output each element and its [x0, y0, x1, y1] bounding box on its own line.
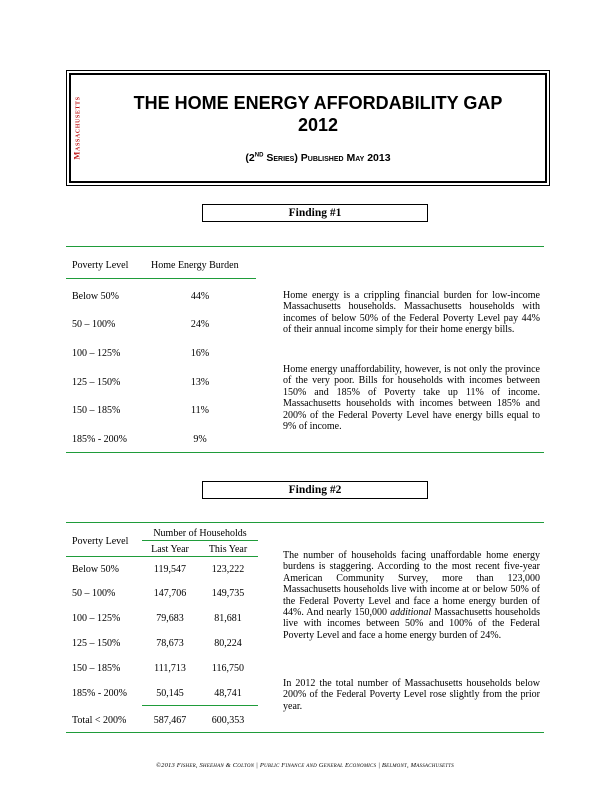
publication-subtitle: (2ND Series) Published May 2013 [245, 152, 391, 164]
page-footer: ©2013 Fisher, Sheehan & Colton | Public Finance and General Economics | Belmont, Massachusetts [156, 762, 454, 769]
finding2-col-last-year: Last Year [151, 544, 189, 555]
finding2-row-level: 125 – 150% [72, 638, 121, 649]
finding1-row-burden: 16% [190, 348, 210, 359]
finding1-row-burden: 44% [190, 291, 210, 302]
page-title: THE HOME ENERGY AFFORDABILITY GAP 2012 [133, 93, 503, 135]
finding1-top-rule [66, 246, 544, 247]
finding1-row-burden: 11% [191, 405, 209, 416]
finding1-row-level: 100 – 125% [72, 348, 121, 359]
finding2-row-this: 116,750 [211, 663, 245, 674]
finding1-row-level: 150 – 185% [72, 405, 121, 416]
finding1-row-level: Below 50% [72, 291, 119, 302]
finding2-header-rule [66, 556, 258, 557]
finding2-row-last: 119,547 [153, 564, 187, 575]
finding2-row-last: 111,713 [154, 663, 186, 674]
finding2-heading: Finding #2 [202, 481, 428, 499]
finding1-heading: Finding #1 [202, 204, 428, 222]
finding2-row-this: 149,735 [211, 588, 245, 599]
finding1-col-burden: Home Energy Burden [151, 260, 239, 271]
finding2-row-this: 81,681 [214, 613, 242, 624]
finding2-row-this: 80,224 [214, 638, 242, 649]
finding2-total-last: 587,467 [153, 715, 187, 726]
finding2-row-last: 78,673 [156, 638, 184, 649]
finding1-row-level: 185% - 200% [72, 434, 127, 445]
finding2-col-households: Number of Households [153, 528, 247, 539]
finding2-col-this-year: This Year [208, 544, 248, 555]
finding1-row-burden: 13% [190, 377, 210, 388]
finding2-row-this: 48,741 [214, 688, 242, 699]
state-side-label: Massachusetts [72, 96, 82, 160]
finding2-col-poverty: Poverty Level [72, 536, 129, 547]
finding2-row-this: 123,222 [211, 564, 245, 575]
finding1-header-rule [66, 278, 256, 279]
finding2-row-level: Below 50% [72, 564, 119, 575]
finding2-total-this: 600,353 [211, 715, 245, 726]
finding2-total-rule [142, 705, 258, 706]
finding2-row-last: 147,706 [153, 588, 187, 599]
finding2-top-rule [66, 522, 544, 523]
finding2-paragraph-1: The number of households facing unaffordable home energy burdens is staggering. According to the most recent five-year American Community Survey, more than 123,000 Massachusetts households live with income at or below 50% of the Federal Poverty Level and face a home energy burden of 44%. And nearly 150,000 additional Massachusetts households live with incomes between 50% and 100% of the Federal Poverty Level and face a home energy burden of 24%. [283, 550, 540, 641]
finding2-total-level: Total < 200% [72, 715, 127, 726]
finding2-row-level: 100 – 125% [72, 613, 121, 624]
finding1-row-burden: 9% [193, 434, 207, 445]
finding1-row-burden: 24% [190, 319, 210, 330]
finding2-row-level: 50 – 100% [72, 588, 116, 599]
finding1-bottom-rule [66, 452, 544, 453]
finding2-households-rule [142, 540, 258, 541]
finding2-paragraph-2: In 2012 the total number of Massachusetts households below 200% of the Federal Poverty Level rose slightly from the prior year. [283, 678, 540, 712]
finding1-paragraph-1: Home energy is a crippling financial burden for low-income Massachusetts households. Massachusetts households with incomes of below 50% of the Federal Poverty Level pay 44% of their annual income simply for their home energy bills. [283, 290, 540, 336]
finding1-paragraph-2: Home energy unaffordability, however, is not only the province of the very poor. Bills for households with incomes between 150% and 185% of Poverty take up 11% of income. Massachusetts households with incomes between 185% and 200% of the Federal Poverty Level have energy bills equal to 9% of income. [283, 364, 540, 433]
finding1-col-poverty: Poverty Level [72, 260, 129, 271]
finding2-row-last: 79,683 [156, 613, 184, 624]
finding1-row-level: 50 – 100% [72, 319, 116, 330]
finding2-row-level: 150 – 185% [72, 663, 121, 674]
finding2-row-last: 50,145 [156, 688, 184, 699]
finding2-bottom-rule [66, 732, 544, 733]
finding1-row-level: 125 – 150% [72, 377, 121, 388]
finding2-row-level: 185% - 200% [72, 688, 127, 699]
